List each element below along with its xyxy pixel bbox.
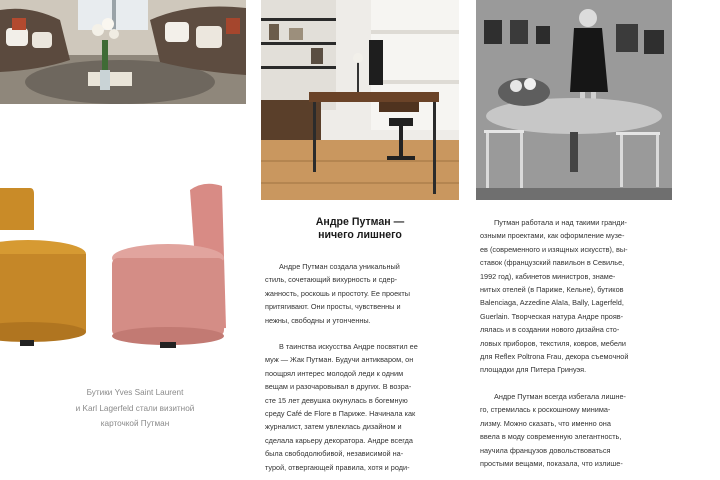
text-line: нитых отелей (в Париже, Кельне), бутиков [480, 285, 624, 295]
caption-line: Бутики Yves Saint Laurent [86, 388, 184, 397]
text-line: ловых приборов, текстиля, ковров, мебели [480, 338, 626, 348]
text-line: поощрял интерес молодой леди к одним [265, 368, 404, 378]
text-line: журналист, затем увлеклась дизайном и [265, 422, 402, 432]
text-line: площадки для Питера Гринуэя. [480, 365, 587, 375]
text-line: турой, отвергающей правила, хотя и роди- [265, 462, 410, 472]
text-line: сделала карьеру декоратора. Андре всегда [265, 435, 413, 445]
text-line: притягивают. Они просты, чувственны и [265, 302, 401, 312]
article-column-middle [265, 260, 465, 474]
text-line: для Reflex Poltrona Frau, декора съемочной [480, 352, 629, 362]
text-line: ставок (французский павильон в Севилье, [480, 258, 625, 268]
article-paragraph [480, 216, 680, 377]
photo-portrait-bw [476, 0, 672, 200]
armchairs-illustration [0, 178, 232, 350]
text-line: Balenciaga, Azzedine Alaïa, Bally, Lagerfeld, [480, 298, 624, 308]
text-line: Андре Путман создала уникальный [279, 262, 400, 271]
text-line: ввела в моду современную элегантность, [480, 432, 622, 442]
text-line: 1992 год), кабинетов министров, знаме- [480, 271, 616, 281]
photo-living-room [0, 0, 246, 104]
text-line: жанность, роскошь и простоту. Ее проекты [265, 288, 410, 298]
text-line: научила французов довольствоваться [480, 445, 611, 455]
text-line: среду Café de Flore в Париже. Начинала как [265, 409, 416, 419]
text-line: простыми вещами, показала, что излише- [480, 458, 623, 468]
portrait-illustration [476, 0, 672, 200]
article-paragraph [480, 390, 680, 470]
text-line: В таинства искусства Андре посвятил ее [279, 342, 418, 352]
text-line: лизму. Можно сказать, что именно она [480, 418, 611, 428]
living-room-illustration [0, 0, 246, 104]
text-line: нежны, свободны и утонченны. [265, 315, 371, 325]
title-line: Андре Путман — [315, 216, 405, 228]
paragraph-gap [480, 377, 680, 390]
studio-illustration [261, 0, 459, 200]
photo-caption [60, 385, 210, 432]
article-title [261, 216, 459, 242]
text-line: го, стремилась к роскошному минима- [480, 405, 611, 415]
caption-line: и Karl Lagerfeld стали визитной [75, 403, 195, 413]
text-line: Андре Путман всегда избегала лишне- [494, 391, 626, 401]
text-line: Путман работала и над такими гранди- [494, 218, 627, 227]
text-line: вещам и разочаровывал в других. В возра- [265, 382, 412, 392]
paragraph-gap [265, 327, 465, 340]
title-line: ничего лишнего [318, 229, 402, 241]
text-line: ев (современного и изящных искусств), вы- [480, 244, 628, 254]
text-line: озными проектами, как оформление музе- [480, 231, 625, 241]
article-paragraph [265, 260, 465, 327]
article-paragraph [265, 340, 465, 474]
text-line: была свободолюбивой, независимой на- [265, 449, 404, 459]
text-line: сте 15 лет девушка окунулась в богемную [265, 395, 408, 405]
text-line: стиль, сочетающий вихурность и сдер- [265, 275, 398, 285]
text-line: Guerlain. Творческая натура Андре прояв- [480, 311, 624, 321]
text-line: лялась и в создании нового дизайна сто- [480, 325, 620, 335]
photo-armchairs [0, 178, 232, 350]
article-column-right [480, 216, 680, 470]
text-line: муж — Жак Путман. Будучи антикваром, он [265, 355, 414, 365]
caption-line: карточкой Путман [100, 419, 170, 428]
photo-studio-desk [261, 0, 459, 200]
